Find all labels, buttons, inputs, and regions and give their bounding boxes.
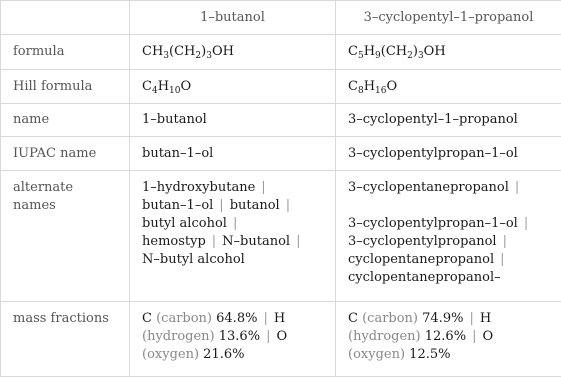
hill-formula-3-cyclopentyl-1-propanol bbox=[336, 70, 561, 104]
formula-text: H bbox=[158, 79, 169, 94]
formula-text: ) bbox=[201, 44, 206, 59]
row-mass-fractions bbox=[1, 302, 561, 377]
mass-fraction-value: O bbox=[482, 329, 493, 344]
alternate-name-line bbox=[142, 251, 323, 269]
alternate-name: hemostyp bbox=[142, 234, 206, 249]
name-3-cyclopentyl-1-propanol: 3–cyclopentyl–1–propanol bbox=[336, 104, 561, 137]
element-name: (carbon) bbox=[152, 311, 216, 326]
element-name: (oxygen) bbox=[348, 347, 409, 362]
formula-subscript: 3 bbox=[163, 51, 169, 61]
alternate-name: 3–cyclopentylpropanol bbox=[348, 234, 497, 249]
formula-text: H bbox=[364, 44, 375, 59]
formula-text: (CH bbox=[169, 44, 195, 59]
alternate-name: butyl alcohol bbox=[142, 216, 227, 231]
mass-fraction-value: 21.6% bbox=[203, 347, 244, 362]
alternate-name-line bbox=[348, 197, 549, 215]
formula-text: H bbox=[364, 79, 375, 94]
alternate-name: cyclopentanepropanol bbox=[348, 252, 494, 267]
formula-subscript: 5 bbox=[358, 51, 364, 61]
hill-formula-1-butanol bbox=[130, 70, 336, 104]
row-formula bbox=[1, 35, 561, 70]
corner-cell bbox=[1, 1, 130, 35]
alternate-name: cyclopentanepropanol– bbox=[348, 270, 501, 285]
separator: | bbox=[257, 311, 273, 326]
formula-subscript: 3 bbox=[206, 51, 212, 61]
alternate-name: butanol bbox=[230, 198, 280, 213]
separator: | bbox=[518, 216, 534, 231]
mass-fractions-1-butanol bbox=[130, 302, 336, 377]
mass-fraction-value: 13.6% bbox=[219, 329, 260, 344]
formula-subscript: 2 bbox=[195, 51, 201, 61]
formula-3-cyclopentyl-1-propanol bbox=[336, 35, 561, 70]
alternate-name-line bbox=[142, 197, 323, 215]
row-iupac-name bbox=[1, 137, 561, 171]
row-label-name: name bbox=[1, 104, 130, 137]
formula-subscript: 8 bbox=[358, 86, 364, 96]
formula-text: O bbox=[386, 79, 397, 94]
separator: | bbox=[227, 216, 243, 231]
separator: | bbox=[280, 198, 296, 213]
alternate-name-line bbox=[142, 233, 323, 251]
separator: | bbox=[497, 234, 513, 249]
row-label-formula: formula bbox=[1, 35, 130, 70]
alternate-name: 3–cyclopentylpropan–1–ol bbox=[348, 216, 518, 231]
formula-subscript: 3 bbox=[418, 51, 424, 61]
row-label-mass-fractions: mass fractions bbox=[1, 302, 130, 377]
separator: | bbox=[494, 252, 510, 267]
mass-fraction-line bbox=[142, 328, 323, 346]
formula-text: C bbox=[142, 79, 152, 94]
alternate-name: N–butanol bbox=[222, 234, 290, 249]
alternate-name: N–butyl alcohol bbox=[142, 252, 245, 267]
row-alternate-names bbox=[1, 171, 561, 302]
alternate-name-line bbox=[348, 215, 549, 233]
formula-subscript: 9 bbox=[375, 51, 381, 61]
column-header-1-butanol: 1–butanol bbox=[130, 1, 336, 35]
formula-text: CH bbox=[142, 44, 163, 59]
formula-subscript: 2 bbox=[407, 51, 413, 61]
separator: | bbox=[466, 329, 482, 344]
mass-fractions-3-cyclopentyl-1-propanol bbox=[336, 302, 561, 377]
row-label-alternate-names: alternate names bbox=[1, 171, 130, 302]
name-1-butanol: 1–butanol bbox=[130, 104, 336, 137]
mass-fraction-value: O bbox=[276, 329, 287, 344]
element-name: (hydrogen) bbox=[142, 329, 219, 344]
formula-text: ) bbox=[413, 44, 418, 59]
separator: | bbox=[290, 234, 306, 249]
formula-1-butanol bbox=[130, 35, 336, 70]
mass-fraction-line bbox=[348, 310, 549, 328]
formula-text: O bbox=[180, 79, 191, 94]
separator: | bbox=[206, 234, 222, 249]
alternate-name-line bbox=[142, 179, 323, 197]
alternate-name-line bbox=[348, 251, 549, 269]
alternate-names-3-cyclopentyl-1-propanol bbox=[336, 171, 561, 302]
mass-fraction-line bbox=[348, 328, 549, 346]
alternate-name-line bbox=[142, 215, 323, 233]
formula-subscript: 10 bbox=[169, 86, 180, 96]
mass-fraction-value: H bbox=[480, 311, 491, 326]
element-name: (oxygen) bbox=[142, 347, 203, 362]
alternate-name: 3–cyclopentanepropanol bbox=[348, 180, 509, 195]
formula-subscript: 16 bbox=[375, 86, 386, 96]
formula-subscript: 4 bbox=[152, 86, 158, 96]
separator: | bbox=[255, 180, 271, 195]
separator: | bbox=[509, 180, 525, 195]
mass-fraction-value: 12.5% bbox=[409, 347, 450, 362]
formula-text: (CH bbox=[381, 44, 407, 59]
row-label-hill-formula: Hill formula bbox=[1, 70, 130, 104]
formula-text: OH bbox=[212, 44, 234, 59]
alternate-name: butan–1–ol bbox=[142, 198, 213, 213]
separator: | bbox=[463, 311, 479, 326]
mass-fraction-value: 64.8% bbox=[216, 311, 257, 326]
row-label-iupac-name: IUPAC name bbox=[1, 137, 130, 171]
iupac-name-1-butanol: butan–1–ol bbox=[130, 137, 336, 171]
formula-text: C bbox=[348, 44, 358, 59]
alternate-name: 1–hydroxybutane bbox=[142, 180, 255, 195]
element-name: (hydrogen) bbox=[348, 329, 425, 344]
iupac-name-3-cyclopentyl-1-propanol: 3–cyclopentylpropan–1–ol bbox=[336, 137, 561, 171]
mass-fraction-value: 74.9% bbox=[422, 311, 463, 326]
mass-fraction-value: 12.6% bbox=[425, 329, 466, 344]
alternate-name-line bbox=[348, 269, 549, 287]
alternate-name-line bbox=[348, 233, 549, 251]
header-row bbox=[1, 1, 561, 35]
row-hill-formula bbox=[1, 70, 561, 104]
alternate-names-1-butanol bbox=[130, 171, 336, 302]
separator: | bbox=[260, 329, 276, 344]
formula-text: OH bbox=[424, 44, 446, 59]
mass-fraction-value: C bbox=[142, 311, 152, 326]
mass-fraction-value: H bbox=[274, 311, 285, 326]
alternate-name-line bbox=[348, 179, 549, 197]
column-header-3-cyclopentyl-1-propanol: 3–cyclopentyl–1–propanol bbox=[336, 1, 561, 35]
formula-text: C bbox=[348, 79, 358, 94]
element-name: (carbon) bbox=[358, 311, 422, 326]
separator: | bbox=[213, 198, 229, 213]
mass-fraction-value: C bbox=[348, 311, 358, 326]
row-name bbox=[1, 104, 561, 137]
mass-fraction-line bbox=[348, 346, 549, 364]
mass-fraction-line bbox=[142, 310, 323, 328]
mass-fraction-line bbox=[142, 346, 323, 364]
